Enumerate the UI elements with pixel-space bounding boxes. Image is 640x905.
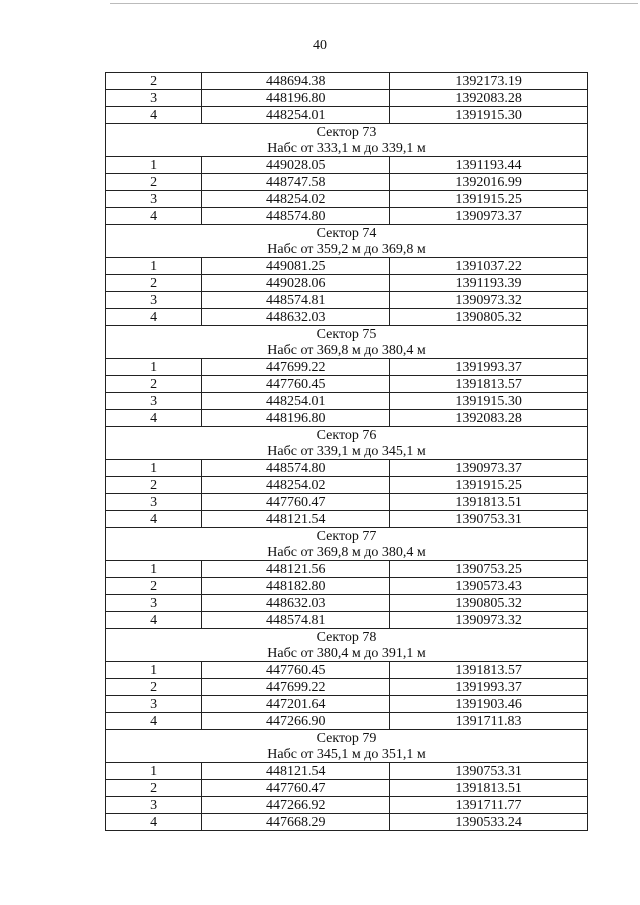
sector-altitude-range: Набс от 333,1 м до 339,1 м — [106, 140, 588, 157]
x-coordinate-cell: 448182.80 — [202, 578, 390, 595]
sector-altitude-range: Набс от 345,1 м до 351,1 м — [106, 746, 588, 763]
table-row — [106, 90, 588, 107]
table-row — [106, 73, 588, 90]
y-coordinate-cell: 1391915.30 — [390, 393, 588, 410]
y-coordinate-cell: 1392083.28 — [390, 90, 588, 107]
table-row — [106, 612, 588, 629]
table-row — [106, 780, 588, 797]
table-row — [106, 107, 588, 124]
x-coordinate-cell: 448254.01 — [202, 393, 390, 410]
point-number-cell: 1 — [106, 763, 202, 780]
table-row — [106, 393, 588, 410]
y-coordinate-cell: 1391903.46 — [390, 696, 588, 713]
table-row — [106, 578, 588, 595]
y-coordinate-cell: 1391915.25 — [390, 191, 588, 208]
x-coordinate-cell: 449028.05 — [202, 157, 390, 174]
point-number-cell: 4 — [106, 612, 202, 629]
table-row — [106, 494, 588, 511]
sector-title-row — [106, 629, 588, 646]
point-number-cell: 2 — [106, 578, 202, 595]
table-row — [106, 309, 588, 326]
point-number-cell: 3 — [106, 595, 202, 612]
x-coordinate-cell: 448121.56 — [202, 561, 390, 578]
y-coordinate-cell: 1390973.32 — [390, 612, 588, 629]
point-number-cell: 2 — [106, 780, 202, 797]
x-coordinate-cell: 448747.58 — [202, 174, 390, 191]
y-coordinate-cell: 1390753.31 — [390, 511, 588, 528]
table-row — [106, 477, 588, 494]
sector-title-row — [106, 326, 588, 343]
table-row — [106, 208, 588, 225]
point-number-cell: 3 — [106, 797, 202, 814]
x-coordinate-cell: 448121.54 — [202, 763, 390, 780]
y-coordinate-cell: 1391993.37 — [390, 679, 588, 696]
point-number-cell: 4 — [106, 107, 202, 124]
x-coordinate-cell: 448121.54 — [202, 511, 390, 528]
sector-title: Сектор 79 — [106, 730, 588, 747]
sector-altitude-range: Набс от 380,4 м до 391,1 м — [106, 645, 588, 662]
x-coordinate-cell: 448196.80 — [202, 90, 390, 107]
table-row — [106, 679, 588, 696]
sector-altitude-range-row — [106, 140, 588, 157]
y-coordinate-cell: 1391813.57 — [390, 376, 588, 393]
sector-altitude-range-row — [106, 342, 588, 359]
y-coordinate-cell: 1390573.43 — [390, 578, 588, 595]
x-coordinate-cell: 448574.80 — [202, 208, 390, 225]
table-row — [106, 460, 588, 477]
y-coordinate-cell: 1391915.30 — [390, 107, 588, 124]
page-number: 40 — [313, 38, 327, 53]
point-number-cell: 2 — [106, 174, 202, 191]
sector-title-row — [106, 730, 588, 747]
x-coordinate-cell: 449028.06 — [202, 275, 390, 292]
point-number-cell: 2 — [106, 679, 202, 696]
x-coordinate-cell: 447699.22 — [202, 359, 390, 376]
y-coordinate-cell: 1391915.25 — [390, 477, 588, 494]
x-coordinate-cell: 448574.80 — [202, 460, 390, 477]
sector-title: Сектор 74 — [106, 225, 588, 242]
x-coordinate-cell: 448574.81 — [202, 292, 390, 309]
x-coordinate-cell: 449081.25 — [202, 258, 390, 275]
y-coordinate-cell: 1390533.24 — [390, 814, 588, 831]
sector-altitude-range: Набс от 339,1 м до 345,1 м — [106, 443, 588, 460]
sector-title: Сектор 76 — [106, 427, 588, 444]
point-number-cell: 4 — [106, 410, 202, 427]
sector-altitude-range: Набс от 369,8 м до 380,4 м — [106, 544, 588, 561]
sector-title: Сектор 75 — [106, 326, 588, 343]
table-row — [106, 696, 588, 713]
y-coordinate-cell: 1391813.51 — [390, 780, 588, 797]
table-row — [106, 763, 588, 780]
x-coordinate-cell: 447266.92 — [202, 797, 390, 814]
point-number-cell: 3 — [106, 494, 202, 511]
table-row — [106, 376, 588, 393]
y-coordinate-cell: 1390973.37 — [390, 208, 588, 225]
x-coordinate-cell: 447668.29 — [202, 814, 390, 831]
table-row — [106, 713, 588, 730]
point-number-cell: 3 — [106, 292, 202, 309]
y-coordinate-cell: 1391711.77 — [390, 797, 588, 814]
table-row — [106, 561, 588, 578]
x-coordinate-cell: 448196.80 — [202, 410, 390, 427]
table-row — [106, 157, 588, 174]
sector-altitude-range: Набс от 359,2 м до 369,8 м — [106, 241, 588, 258]
y-coordinate-cell: 1391193.44 — [390, 157, 588, 174]
point-number-cell: 3 — [106, 393, 202, 410]
point-number-cell: 2 — [106, 477, 202, 494]
y-coordinate-cell: 1391813.51 — [390, 494, 588, 511]
table-row — [106, 410, 588, 427]
y-coordinate-cell: 1390805.32 — [390, 309, 588, 326]
y-coordinate-cell: 1392016.99 — [390, 174, 588, 191]
point-number-cell: 2 — [106, 376, 202, 393]
point-number-cell: 1 — [106, 561, 202, 578]
table-row — [106, 511, 588, 528]
x-coordinate-cell: 447201.64 — [202, 696, 390, 713]
x-coordinate-cell: 448632.03 — [202, 309, 390, 326]
top-scan-edge — [110, 3, 638, 4]
table-row — [106, 595, 588, 612]
x-coordinate-cell: 448254.01 — [202, 107, 390, 124]
sector-title: Сектор 77 — [106, 528, 588, 545]
table-row — [106, 174, 588, 191]
point-number-cell: 4 — [106, 713, 202, 730]
table-row — [106, 359, 588, 376]
y-coordinate-cell: 1391993.37 — [390, 359, 588, 376]
sector-title-row — [106, 124, 588, 141]
sector-title-row — [106, 427, 588, 444]
table-row — [106, 275, 588, 292]
table-row — [106, 662, 588, 679]
sector-altitude-range-row — [106, 746, 588, 763]
y-coordinate-cell: 1391037.22 — [390, 258, 588, 275]
x-coordinate-cell: 447760.47 — [202, 494, 390, 511]
sector-altitude-range-row — [106, 241, 588, 258]
sector-altitude-range-row — [106, 645, 588, 662]
point-number-cell: 3 — [106, 191, 202, 208]
sector-title-row — [106, 225, 588, 242]
y-coordinate-cell: 1390753.25 — [390, 561, 588, 578]
x-coordinate-cell: 448254.02 — [202, 477, 390, 494]
point-number-cell: 2 — [106, 73, 202, 90]
x-coordinate-cell: 447699.22 — [202, 679, 390, 696]
point-number-cell: 4 — [106, 814, 202, 831]
x-coordinate-cell: 447266.90 — [202, 713, 390, 730]
sector-title-row — [106, 528, 588, 545]
point-number-cell: 1 — [106, 258, 202, 275]
y-coordinate-cell: 1391813.57 — [390, 662, 588, 679]
point-number-cell: 1 — [106, 157, 202, 174]
point-number-cell: 2 — [106, 275, 202, 292]
point-number-cell: 4 — [106, 511, 202, 528]
point-number-cell: 1 — [106, 359, 202, 376]
y-coordinate-cell: 1392173.19 — [390, 73, 588, 90]
table-row — [106, 797, 588, 814]
y-coordinate-cell: 1391193.39 — [390, 275, 588, 292]
point-number-cell: 1 — [106, 460, 202, 477]
table-row — [106, 292, 588, 309]
sector-altitude-range-row — [106, 443, 588, 460]
y-coordinate-cell: 1390973.37 — [390, 460, 588, 477]
coordinates-table-body — [106, 73, 588, 831]
coordinates-table — [105, 72, 588, 831]
y-coordinate-cell: 1390805.32 — [390, 595, 588, 612]
point-number-cell: 1 — [106, 662, 202, 679]
point-number-cell: 4 — [106, 208, 202, 225]
x-coordinate-cell: 448632.03 — [202, 595, 390, 612]
point-number-cell: 3 — [106, 696, 202, 713]
point-number-cell: 3 — [106, 90, 202, 107]
y-coordinate-cell: 1391711.83 — [390, 713, 588, 730]
x-coordinate-cell: 447760.45 — [202, 662, 390, 679]
sector-title: Сектор 78 — [106, 629, 588, 646]
y-coordinate-cell: 1390973.32 — [390, 292, 588, 309]
table-row — [106, 191, 588, 208]
y-coordinate-cell: 1392083.28 — [390, 410, 588, 427]
point-number-cell: 4 — [106, 309, 202, 326]
sector-title: Сектор 73 — [106, 124, 588, 141]
x-coordinate-cell: 448574.81 — [202, 612, 390, 629]
sector-altitude-range-row — [106, 544, 588, 561]
y-coordinate-cell: 1390753.31 — [390, 763, 588, 780]
sector-altitude-range: Набс от 369,8 м до 380,4 м — [106, 342, 588, 359]
x-coordinate-cell: 448254.02 — [202, 191, 390, 208]
x-coordinate-cell: 447760.47 — [202, 780, 390, 797]
table-row — [106, 814, 588, 831]
x-coordinate-cell: 448694.38 — [202, 73, 390, 90]
table-row — [106, 258, 588, 275]
x-coordinate-cell: 447760.45 — [202, 376, 390, 393]
